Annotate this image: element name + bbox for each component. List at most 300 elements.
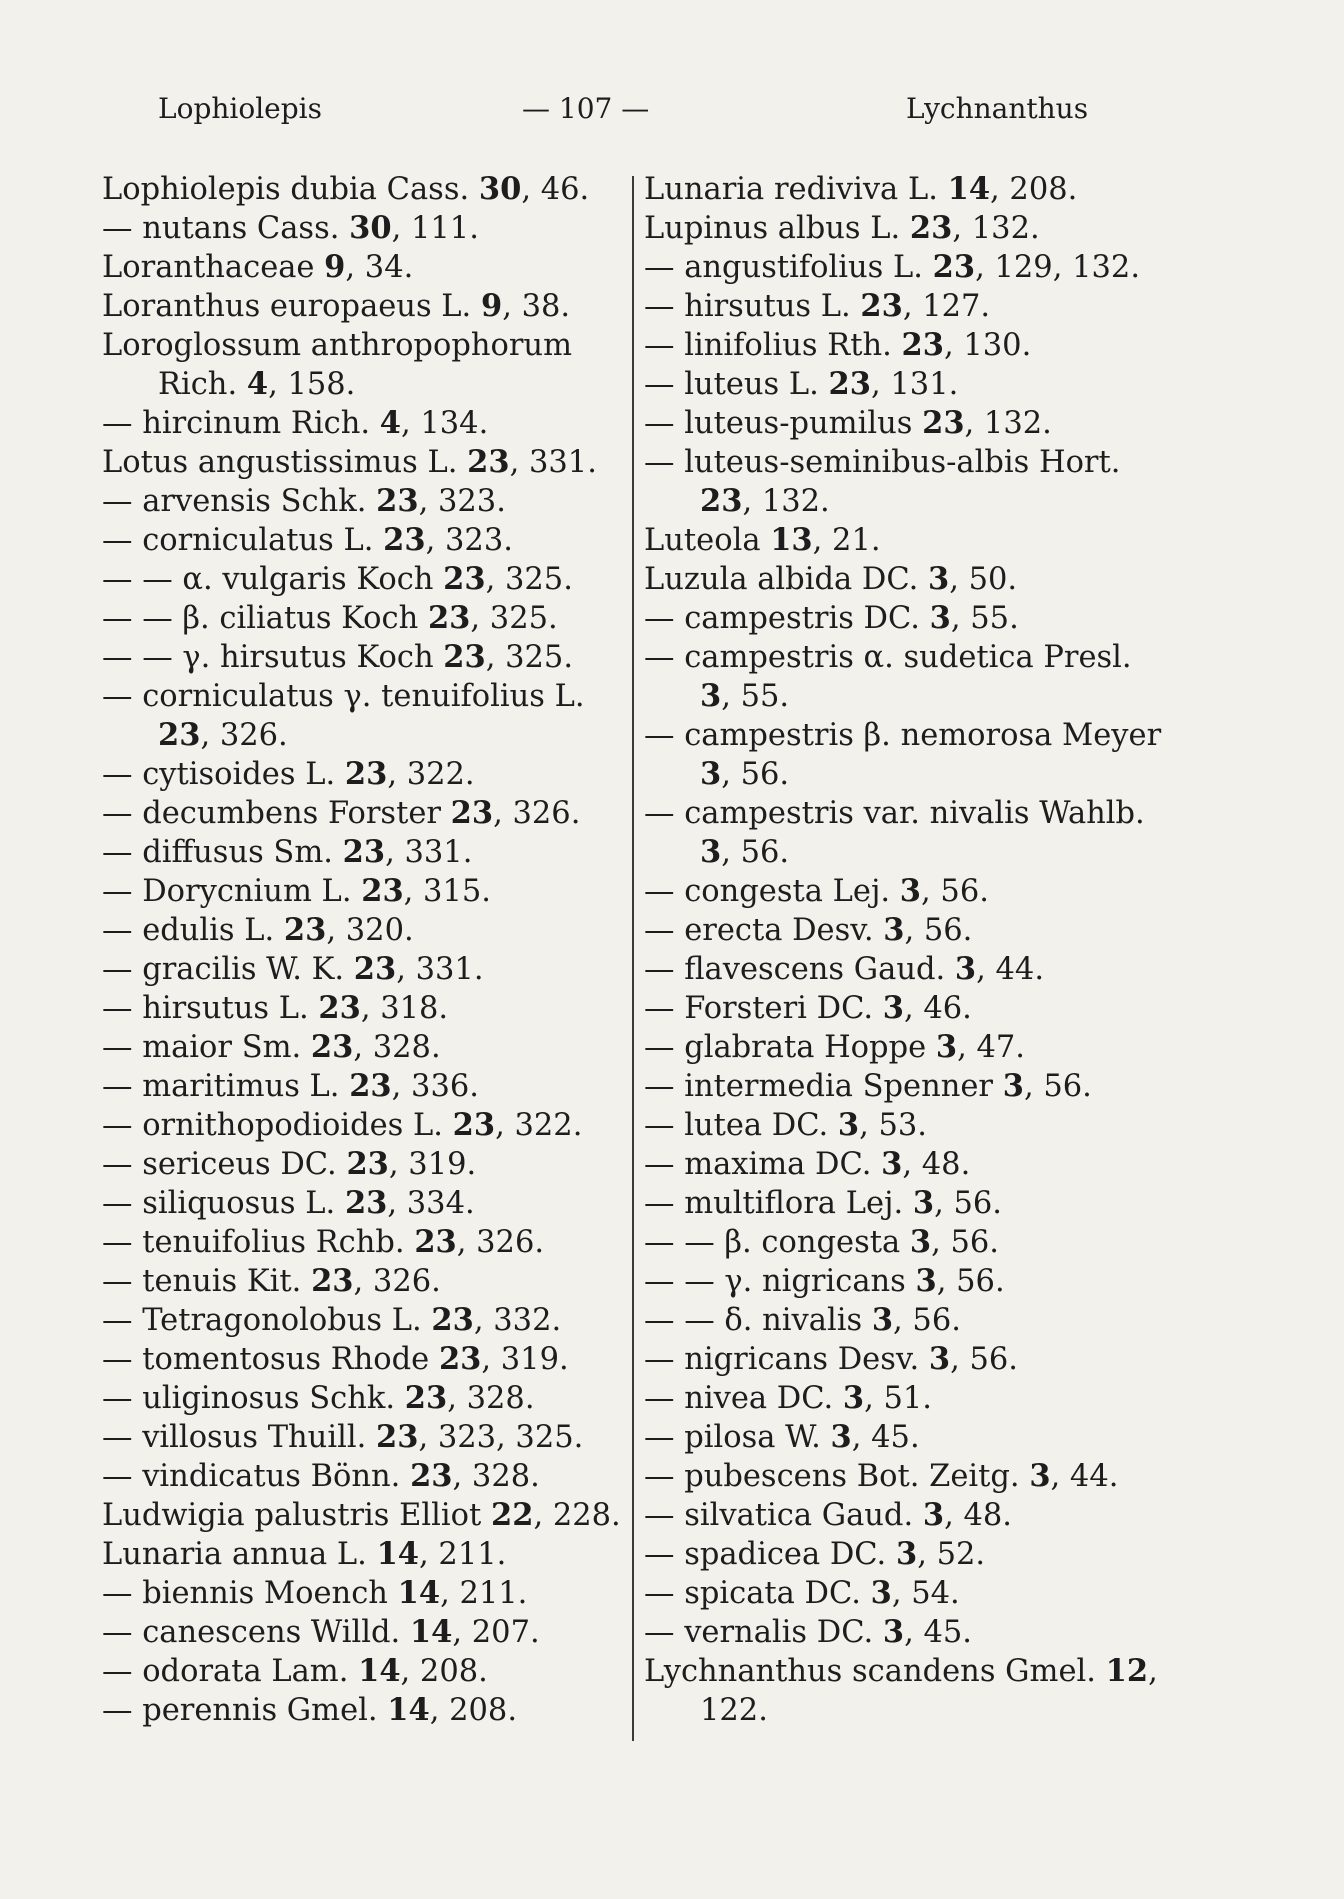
- entry-volume: 23: [438, 1341, 482, 1377]
- entry-pages: , 21.: [812, 523, 881, 558]
- entry-volume: 30: [349, 210, 392, 246]
- entry-name: — ornithopodioides L.: [102, 1108, 453, 1143]
- index-entry: [644, 1028, 1184, 1067]
- entry-name: — maxima DC.: [644, 1147, 882, 1182]
- column-divider: [632, 176, 634, 1741]
- entry-name: — — α. vulgaris Koch: [102, 562, 444, 597]
- entry-pages: , 48.: [902, 1147, 971, 1182]
- entry-volume: 4: [379, 405, 401, 441]
- index-entry: [644, 1457, 1184, 1496]
- index-entry: [102, 521, 632, 560]
- index-entry: [102, 1418, 632, 1457]
- entry-pages: , 129, 132.: [975, 250, 1141, 285]
- entry-volume: 23: [427, 600, 471, 636]
- entry-volume: 23: [318, 990, 361, 1026]
- entry-name: — — β. ciliatus Koch: [102, 601, 428, 636]
- entry-volume: 30: [478, 171, 522, 207]
- entry-pages: , 132.: [952, 211, 1040, 246]
- entry-volume: 23: [467, 444, 510, 480]
- entry-volume: 3: [929, 600, 951, 636]
- entry-volume: 23: [932, 249, 976, 285]
- index-entry: [644, 248, 1184, 287]
- entry-pages: , 334.: [387, 1186, 475, 1221]
- entry-pages: , 336.: [391, 1069, 479, 1104]
- entry-name: — biennis Moench: [102, 1576, 398, 1611]
- entry-pages: , 131.: [871, 367, 959, 402]
- entry-name: Loroglossum anthropophorum: [102, 328, 572, 363]
- entry-pages: , 47.: [957, 1030, 1025, 1065]
- entry-pages: , 45.: [851, 1420, 920, 1455]
- entry-name: Lophiolepis dubia Cass.: [102, 172, 479, 207]
- entry-volume: 3: [871, 1302, 894, 1338]
- index-entry: [644, 326, 1184, 365]
- entry-pages: , 48.: [944, 1498, 1012, 1533]
- index-entry: [644, 677, 1184, 716]
- index-entry: [644, 872, 1184, 911]
- entry-name: — angustifolius L.: [644, 250, 933, 285]
- entry-name: — spadicea DC.: [644, 1537, 896, 1572]
- index-entry: [644, 170, 1184, 209]
- entry-name: — nigricans Desv.: [644, 1342, 929, 1377]
- entry-pages: , 326.: [493, 796, 581, 831]
- entry-volume: 14: [947, 171, 991, 207]
- header-right-catchword: Lychnanthus: [906, 92, 1089, 125]
- entry-volume: 23: [376, 483, 419, 519]
- entry-name: — campestris β. nemorosa Meyer: [644, 718, 1162, 753]
- entry-volume: 14: [358, 1653, 401, 1689]
- entry-pages: , 34.: [345, 250, 414, 285]
- entry-pages: , 127.: [902, 289, 991, 324]
- entry-volume: 13: [770, 522, 813, 558]
- index-entry: [102, 1340, 632, 1379]
- entry-volume: 3: [883, 912, 905, 948]
- index-entry: [644, 1145, 1184, 1184]
- entry-volume: 23: [283, 912, 327, 948]
- entry-name: — maior Sm.: [102, 1030, 311, 1065]
- index-entry: [102, 911, 632, 950]
- index-entry: [102, 1106, 632, 1145]
- entry-volume: 3: [928, 1341, 951, 1377]
- entry-pages: , 320.: [326, 913, 414, 948]
- index-entry: [644, 1691, 1184, 1730]
- entry-pages: , 44.: [1050, 1459, 1119, 1494]
- entry-name: — perennis Gmel.: [102, 1693, 388, 1728]
- entry-volume: 3: [842, 1380, 865, 1416]
- entry-name: — vernalis DC.: [644, 1615, 883, 1650]
- entry-name: Rich.: [158, 367, 247, 402]
- index-entry: [644, 1535, 1184, 1574]
- entry-volume: 23: [901, 327, 944, 363]
- entry-pages: , 315.: [403, 874, 491, 909]
- index-entry: [644, 560, 1184, 599]
- entry-pages: , 328.: [353, 1030, 441, 1065]
- index-entry: [102, 1379, 632, 1418]
- index-entry: [102, 443, 632, 482]
- entry-volume: 3: [882, 1614, 905, 1650]
- entry-name: — nutans Cass.: [102, 211, 350, 246]
- entry-pages: , 132.: [742, 484, 830, 519]
- entry-name: — campestris α. sudetica Presl.: [644, 640, 1132, 675]
- entry-name: — luteus-pumilus: [644, 406, 923, 441]
- index-entry: [644, 911, 1184, 950]
- running-header: [0, 92, 1344, 132]
- index-entry: [644, 1496, 1184, 1535]
- entry-pages: , 51.: [864, 1381, 932, 1416]
- entry-name: Loranthaceae: [102, 250, 325, 285]
- entry-pages: , 53.: [859, 1108, 928, 1143]
- entry-volume: 23: [410, 1458, 453, 1494]
- index-entry: [102, 950, 632, 989]
- index-entry: [102, 989, 632, 1028]
- entry-pages: , 56.: [921, 874, 989, 909]
- index-entry: [644, 1223, 1184, 1262]
- entry-pages: , 38.: [502, 289, 571, 324]
- entry-pages: , 328.: [447, 1381, 535, 1416]
- entry-volume: 3: [1029, 1458, 1051, 1494]
- entry-name: — gracilis W. K.: [102, 952, 354, 987]
- entry-pages: , 207.: [452, 1615, 540, 1650]
- entry-name: — maritimus L.: [102, 1069, 350, 1104]
- page-number: — 107 —: [522, 92, 650, 125]
- entry-volume: 23: [452, 1107, 496, 1143]
- entry-volume: 23: [361, 873, 404, 909]
- entry-volume: 3: [881, 1146, 903, 1182]
- entry-volume: 23: [443, 561, 486, 597]
- entry-pages: , 208.: [990, 172, 1078, 207]
- entry-name: — — β. congesta: [644, 1225, 910, 1260]
- entry-pages: , 130.: [943, 328, 1032, 363]
- index-entry: [644, 1067, 1184, 1106]
- entry-volume: 14: [409, 1614, 453, 1650]
- index-entry: [644, 1262, 1184, 1301]
- entry-volume: 23: [828, 366, 871, 402]
- index-entry: [644, 404, 1184, 443]
- entry-pages: , 55.: [950, 601, 1019, 636]
- index-entry: [102, 1574, 632, 1613]
- entry-volume: 3: [912, 1185, 935, 1221]
- index-entry: [644, 989, 1184, 1028]
- entry-pages: , 331.: [396, 952, 484, 987]
- entry-volume: 23: [346, 1146, 389, 1182]
- index-entry: [102, 1262, 632, 1301]
- entry-pages: , 56.: [721, 757, 790, 792]
- entry-name: — luteus-seminibus-albis Hort.: [644, 445, 1121, 480]
- entry-name: — — γ. nigricans: [644, 1264, 916, 1299]
- entry-name: — Dorycnium L.: [102, 874, 362, 909]
- entry-pages: , 325.: [470, 601, 558, 636]
- entry-name: — intermedia Spenner: [644, 1069, 1003, 1104]
- entry-name: — Tetragonolobus L.: [102, 1303, 432, 1338]
- index-entry: [644, 638, 1184, 677]
- entry-pages: , 56.: [1023, 1069, 1092, 1104]
- entry-volume: 23: [443, 639, 486, 675]
- index-entry: [644, 1613, 1184, 1652]
- entry-pages: , 318.: [360, 991, 449, 1026]
- index-entry: [644, 1184, 1184, 1223]
- index-entry: [644, 1418, 1184, 1457]
- entry-volume: 23: [404, 1380, 448, 1416]
- entry-name: — multiflora Lej.: [644, 1186, 913, 1221]
- entry-name: — spicata DC.: [644, 1576, 871, 1611]
- entry-volume: 23: [450, 795, 494, 831]
- entry-volume: 23: [353, 951, 397, 987]
- entry-name: — hirsutus L.: [644, 289, 861, 324]
- entry-volume: 14: [376, 1536, 420, 1572]
- entry-pages: , 134.: [400, 406, 489, 441]
- entry-name: — erecta Desv.: [644, 913, 884, 948]
- entry-volume: 3: [909, 1224, 932, 1260]
- entry-pages: , 331.: [509, 445, 597, 480]
- entry-name: — vindicatus Bönn.: [102, 1459, 411, 1494]
- entry-volume: 3: [830, 1419, 852, 1455]
- entry-name: — arvensis Schk.: [102, 484, 377, 519]
- entry-volume: 23: [414, 1224, 457, 1260]
- index-entry: [644, 443, 1184, 482]
- entry-volume: 23: [700, 483, 743, 519]
- index-entry: [644, 1574, 1184, 1613]
- entry-volume: 3: [837, 1107, 860, 1143]
- entry-volume: 23: [310, 1029, 354, 1065]
- entry-volume: 3: [882, 990, 904, 1026]
- entry-volume: 23: [344, 1185, 388, 1221]
- entry-name: — cytisoides L.: [102, 757, 345, 792]
- entry-pages: , 56.: [950, 1342, 1019, 1377]
- entry-name: — sericeus DC.: [102, 1147, 347, 1182]
- entry-pages: , 56.: [721, 835, 790, 870]
- entry-pages: , 331.: [385, 835, 473, 870]
- index-entry: [102, 209, 632, 248]
- entry-volume: 23: [342, 834, 386, 870]
- index-entry: [102, 716, 632, 755]
- entry-name: — pilosa W.: [644, 1420, 831, 1455]
- entry-pages: , 56.: [904, 913, 973, 948]
- entry-name: — lutea DC.: [644, 1108, 838, 1143]
- entry-pages: , 325.: [485, 640, 574, 675]
- entry-name: — uliginosus Schk.: [102, 1381, 405, 1416]
- entry-name: — luteus L.: [644, 367, 829, 402]
- entry-volume: 12: [1105, 1653, 1149, 1689]
- entry-volume: 23: [349, 1068, 392, 1104]
- entry-name: — decumbens Forster: [102, 796, 451, 831]
- entry-name: Luzula albida DC.: [644, 562, 928, 597]
- entry-name: — glabrata Hoppe: [644, 1030, 936, 1065]
- entry-pages: , 328.: [452, 1459, 540, 1494]
- entry-volume: 3: [1002, 1068, 1024, 1104]
- index-entry: [644, 1106, 1184, 1145]
- entry-pages: , 56.: [934, 1186, 1002, 1221]
- entry-pages: , 326.: [200, 718, 288, 753]
- index-column-right: [644, 170, 1184, 1730]
- index-entry: [102, 1301, 632, 1340]
- index-entry: [102, 1184, 632, 1223]
- entry-volume: 3: [700, 678, 722, 714]
- entry-volume: 3: [870, 1575, 892, 1611]
- index-entry: [102, 1067, 632, 1106]
- index-entry: [102, 482, 632, 521]
- entry-volume: 4: [246, 366, 269, 402]
- entry-name: — pubescens Bot. Zeitg.: [644, 1459, 1030, 1494]
- index-entry: [102, 872, 632, 911]
- index-entry: [102, 1457, 632, 1496]
- entry-pages: , 322.: [387, 757, 475, 792]
- entry-pages: , 208.: [400, 1654, 488, 1689]
- entry-pages: , 56.: [936, 1264, 1005, 1299]
- index-entry: [102, 755, 632, 794]
- index-column-left: [102, 170, 632, 1730]
- entry-name: Lunaria rediviva L.: [644, 172, 948, 207]
- entry-volume: 3: [935, 1029, 958, 1065]
- entry-pages: , 322.: [495, 1108, 583, 1143]
- entry-name: — silvatica Gaud.: [644, 1498, 923, 1533]
- entry-pages: , 52.: [917, 1537, 986, 1572]
- entry-pages: , 325.: [485, 562, 573, 597]
- entry-volume: 23: [311, 1263, 354, 1299]
- entry-name: — corniculatus γ. tenuifolius L.: [102, 679, 585, 714]
- index-entry: [102, 1535, 632, 1574]
- entry-volume: 9: [324, 249, 346, 285]
- entry-name: Ludwigia palustris Elliot: [102, 1498, 491, 1533]
- entry-volume: 3: [899, 873, 922, 909]
- index-entry: [102, 1223, 632, 1262]
- index-entry: [102, 638, 632, 677]
- entry-name: — odorata Lam.: [102, 1654, 359, 1689]
- entry-pages: , 56.: [893, 1303, 961, 1338]
- index-entry: [644, 482, 1184, 521]
- entry-name: — edulis L.: [102, 913, 284, 948]
- entry-pages: , 323.: [418, 484, 506, 519]
- index-entry: [644, 755, 1184, 794]
- entry-pages: , 323.: [425, 523, 513, 558]
- index-entry: [644, 365, 1184, 404]
- entry-name: Loranthus europaeus L.: [102, 289, 481, 324]
- entry-name: — corniculatus L.: [102, 523, 384, 558]
- index-entry: [102, 365, 632, 404]
- entry-volume: 3: [700, 834, 722, 870]
- entry-pages: , 323, 325.: [418, 1420, 584, 1455]
- index-entry: [102, 248, 632, 287]
- index-entry: [102, 287, 632, 326]
- entry-volume: 14: [397, 1575, 441, 1611]
- index-entry: [102, 1613, 632, 1652]
- entry-name: — congesta Lej.: [644, 874, 900, 909]
- index-entry: [102, 677, 632, 716]
- index-entry: [102, 1145, 632, 1184]
- entry-name: — tomentosus Rhode: [102, 1342, 439, 1377]
- entry-volume: 23: [158, 717, 201, 753]
- index-entry: [102, 794, 632, 833]
- entry-name: Lupinus albus L.: [644, 211, 910, 246]
- index-entry: [644, 599, 1184, 638]
- entry-pages: , 319.: [481, 1342, 569, 1377]
- entry-name: — — γ. hirsutus Koch: [102, 640, 444, 675]
- entry-volume: 23: [909, 210, 953, 246]
- entry-pages: , 326.: [353, 1264, 441, 1299]
- entry-name: — hirsutus L.: [102, 991, 319, 1026]
- entry-name: — villosus Thuill.: [102, 1420, 376, 1455]
- entry-volume: 3: [927, 561, 950, 597]
- entry-pages: , 208.: [429, 1693, 518, 1728]
- entry-pages: , 46.: [521, 172, 590, 207]
- entry-name: — — δ. nivalis: [644, 1303, 872, 1338]
- header-left-catchword: Lophiolepis: [158, 92, 322, 125]
- entry-name: Lotus angustissimus L.: [102, 445, 468, 480]
- entry-name: — nivea DC.: [644, 1381, 843, 1416]
- entry-volume: 22: [490, 1497, 534, 1533]
- entry-pages: , 319.: [388, 1147, 477, 1182]
- index-entry: [644, 950, 1184, 989]
- entry-name: — tenuis Kit.: [102, 1264, 312, 1299]
- index-entry: [102, 1496, 632, 1535]
- entry-name: — siliquosus L.: [102, 1186, 345, 1221]
- entry-pages: , 211.: [419, 1537, 507, 1572]
- index-entry: [102, 833, 632, 872]
- index-entry: [102, 1691, 632, 1730]
- entry-name: — hircinum Rich.: [102, 406, 380, 441]
- entry-name: — tenuifolius Rchb.: [102, 1225, 415, 1260]
- entry-name: — campestris var. nivalis Wahlb.: [644, 796, 1145, 831]
- index-entry: [644, 209, 1184, 248]
- entry-volume: 23: [860, 288, 903, 324]
- index-entry: [102, 599, 632, 638]
- entry-volume: 23: [922, 405, 965, 441]
- entry-volume: 3: [954, 951, 977, 987]
- index-entry: [102, 1652, 632, 1691]
- entry-pages: , 46.: [903, 991, 972, 1026]
- entry-name: — campestris DC.: [644, 601, 930, 636]
- entry-name: Lunaria annua L.: [102, 1537, 377, 1572]
- index-entry: [644, 1652, 1184, 1691]
- entry-pages: , 44.: [976, 952, 1045, 987]
- entry-volume: 23: [383, 522, 426, 558]
- entry-pages: , 55.: [721, 679, 790, 714]
- index-entry: [102, 560, 632, 599]
- entry-pages: ,: [1148, 1654, 1158, 1689]
- index-entry: [102, 404, 632, 443]
- entry-volume: 23: [431, 1302, 474, 1338]
- entry-volume: 9: [480, 288, 503, 324]
- entry-volume: 23: [344, 756, 388, 792]
- entry-name: — diffusus Sm.: [102, 835, 343, 870]
- entry-pages: , 50.: [949, 562, 1018, 597]
- entry-volume: 3: [922, 1497, 945, 1533]
- entry-pages: , 228.: [533, 1498, 621, 1533]
- entry-pages: , 332.: [473, 1303, 562, 1338]
- entry-name: — Forsteri DC.: [644, 991, 883, 1026]
- index-entry: [102, 170, 632, 209]
- index-entry: [644, 1379, 1184, 1418]
- entry-volume: 3: [895, 1536, 918, 1572]
- entry-name: — flavescens Gaud.: [644, 952, 955, 987]
- entry-name: Luteola: [644, 523, 771, 558]
- entry-pages: , 326.: [456, 1225, 545, 1260]
- index-entry: [102, 1028, 632, 1067]
- entry-volume: 3: [700, 756, 722, 792]
- index-entry: [644, 833, 1184, 872]
- index-entry: [102, 326, 632, 365]
- entry-pages: , 132.: [964, 406, 1052, 441]
- index-entry: [644, 1340, 1184, 1379]
- index-entry: [644, 716, 1184, 755]
- index-entry: [644, 287, 1184, 326]
- index-entry: [644, 794, 1184, 833]
- entry-pages: , 54.: [891, 1576, 960, 1611]
- index-entry: [644, 1301, 1184, 1340]
- entry-pages: , 45.: [904, 1615, 972, 1650]
- entry-volume: 23: [375, 1419, 419, 1455]
- entry-volume: 3: [915, 1263, 937, 1299]
- entry-pages: 122.: [700, 1693, 768, 1728]
- entry-pages: , 56.: [931, 1225, 1000, 1260]
